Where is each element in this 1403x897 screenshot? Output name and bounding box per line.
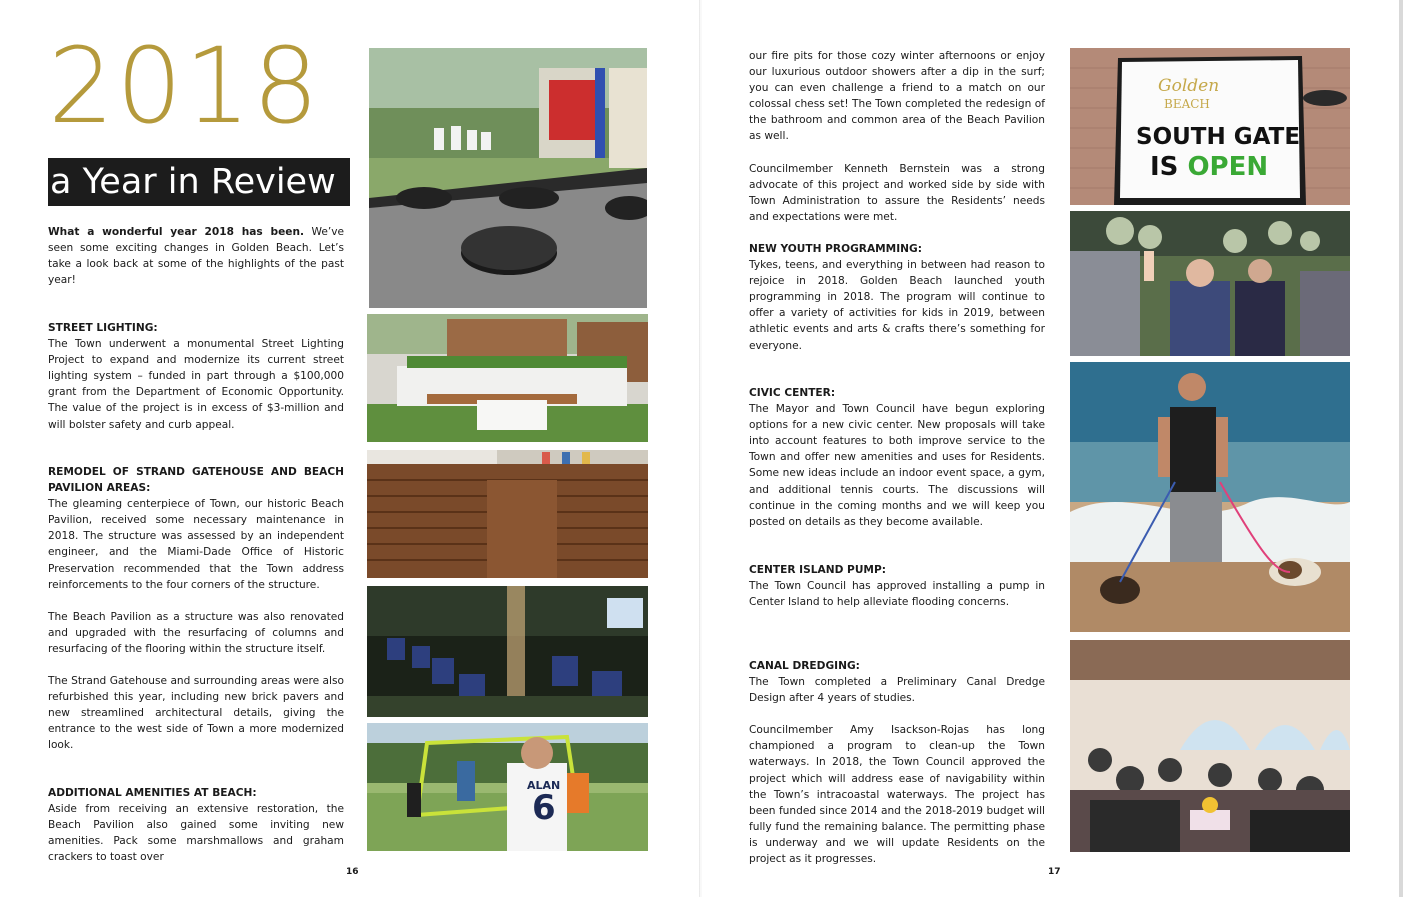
section-paragraph: Tykes, teens, and everything in between had reason to rejoice in 2018. Golden Beach launched youth programming in 2018. The program will continue to offer a variety of activities for kids in 2019, between athletic events and arts & crafts there’s something for everyone. — [749, 259, 1045, 352]
section-heading: NEW YOUTH PROGRAMMING: — [749, 243, 922, 255]
section-heading: REMODEL OF STRAND GATEHOUSE AND BEACH PAVILION AREAS: — [48, 466, 344, 495]
intro-paragraph — [48, 224, 344, 288]
right-edge — [1399, 0, 1403, 897]
page-number-left: 16 — [346, 867, 359, 877]
sign-open: OPEN — [1187, 152, 1269, 182]
section-paragraph: our fire pits for those cozy winter afternoons or enjoy our luxurious outdoor showers after a dip in the surf; you can even challenge a friend to a match on our colossal chess set! The Town completed the redesign of the bathroom and common area of the Beach Pavilion as well. — [749, 50, 1045, 143]
left-page — [0, 0, 700, 897]
amenities-section — [48, 785, 344, 865]
year-heading: 2018 — [48, 25, 321, 147]
section-heading: CANAL DREDGING: — [749, 660, 860, 672]
title-banner: a Year in Review — [48, 158, 350, 206]
street-lighting-section — [48, 320, 344, 433]
section-heading: STREET LIGHTING: — [48, 322, 158, 334]
section-paragraph: The Town completed a Preliminary Canal Dredge Design after 4 years of studies. — [749, 676, 1045, 705]
section-paragraph: The Town Council has approved installing a pump in Center Island to help alleviate flooding concerns. — [749, 580, 1045, 609]
section-heading: CIVIC CENTER: — [749, 387, 836, 399]
intro-bold: What a wonderful year 2018 has been. — [48, 226, 305, 238]
section-paragraph: The Beach Pavilion as a structure was also renovated and upgraded with the resurfacing of columns and resurfacing of the flooring within the structure itself. — [48, 610, 344, 655]
section-paragraph: The gleaming centerpiece of Town, our historic Beach Pavilion, received some necessary maintenance in 2018. The structure was assessed by an independent engineer, and the Miami-Dade Office of Historic Preservation recommended that the Town address reinforcements to the four corners of the structure. — [48, 498, 344, 591]
continued-text — [749, 48, 1045, 225]
sign-line-south-gate: SOUTH GATE — [1136, 124, 1301, 150]
section-paragraph: Aside from receiving an extensive restoration, the Beach Pavilion also gained some inviting new amenities. Pack some marshmallows and graham crackers to toast over — [48, 803, 344, 864]
jersey-name: ALAN — [527, 779, 561, 792]
sign-brand-golden: Golden — [1158, 76, 1220, 96]
photo-south-gate-sign — [1070, 48, 1350, 205]
jersey-number: 6 — [532, 788, 556, 828]
photo-pavilion-event — [1070, 640, 1350, 852]
right-page — [702, 0, 1400, 897]
civic-center-section — [749, 385, 1045, 530]
sign-is: IS — [1150, 152, 1188, 182]
section-paragraph: The Mayor and Town Council have begun exploring options for a new civic center. New proposals will take into account features to both improve service to the Town and offer new amenities and uses for Residents. Some new ideas include an indoor event space, a gym, and additional tennis courts. The discussions will continue in the coming months and we will keep you posted on details as they become available. — [749, 403, 1045, 528]
section-paragraph: Councilmember Kenneth Bernstein was a strong advocate of this project and worked side by side with Town Administration to assure the Residents’ needs and expectations were met. — [749, 162, 1045, 223]
intro-rest: We’ve seen some exciting changes in Golden Beach. Let’s take a look back at some of the highlights of the past year! — [48, 226, 345, 287]
photo-lounge-firepit — [367, 314, 648, 442]
sign-line-open — [1150, 154, 1268, 180]
photo-giant-chess — [369, 48, 647, 308]
canal-dredging-section — [749, 658, 1045, 867]
remodel-section — [48, 464, 344, 754]
section-heading: ADDITIONAL AMENITIES AT BEACH: — [48, 787, 257, 799]
photo-movie-night — [367, 586, 648, 717]
photo-kids-soccer — [367, 723, 648, 851]
sign-brand-beach: BEACH — [1164, 97, 1210, 111]
photo-wooden-enclosure — [367, 450, 648, 578]
section-paragraph: The Town underwent a monumental Street Lighting Project to expand and modernize its current street lighting system – funded in part through a $100,000 grant from the Department of Economic Opportunity. The value of the project is in excess of $3-million and will bolster safety and curb appeal. — [48, 338, 344, 431]
section-heading: CENTER ISLAND PUMP: — [749, 564, 886, 576]
section-paragraph: The Strand Gatehouse and surrounding areas were also refurbished this year, including new brick pavers and new streamlined architectural details, giving the entrance to the west side of Town a more modernized look. — [48, 675, 344, 752]
section-paragraph: Councilmember Amy Isackson-Rojas has long championed a program to clean-up the Town waterways. In 2018, the Town Council approved the project which will address ease of navigability within the Town’s intracoastal waterways. The project has been funded since 2014 and the 2018-2019 budget will fully fund the remaining balance. The permitting phase is underway and we will update Residents on the project as it progresses. — [749, 724, 1045, 866]
page-number-right: 17 — [1048, 867, 1061, 877]
photo-youth-party — [1070, 211, 1350, 356]
photo-beach-dogs — [1070, 362, 1350, 632]
youth-programming-section — [749, 241, 1045, 354]
center-island-pump-section — [749, 562, 1045, 610]
